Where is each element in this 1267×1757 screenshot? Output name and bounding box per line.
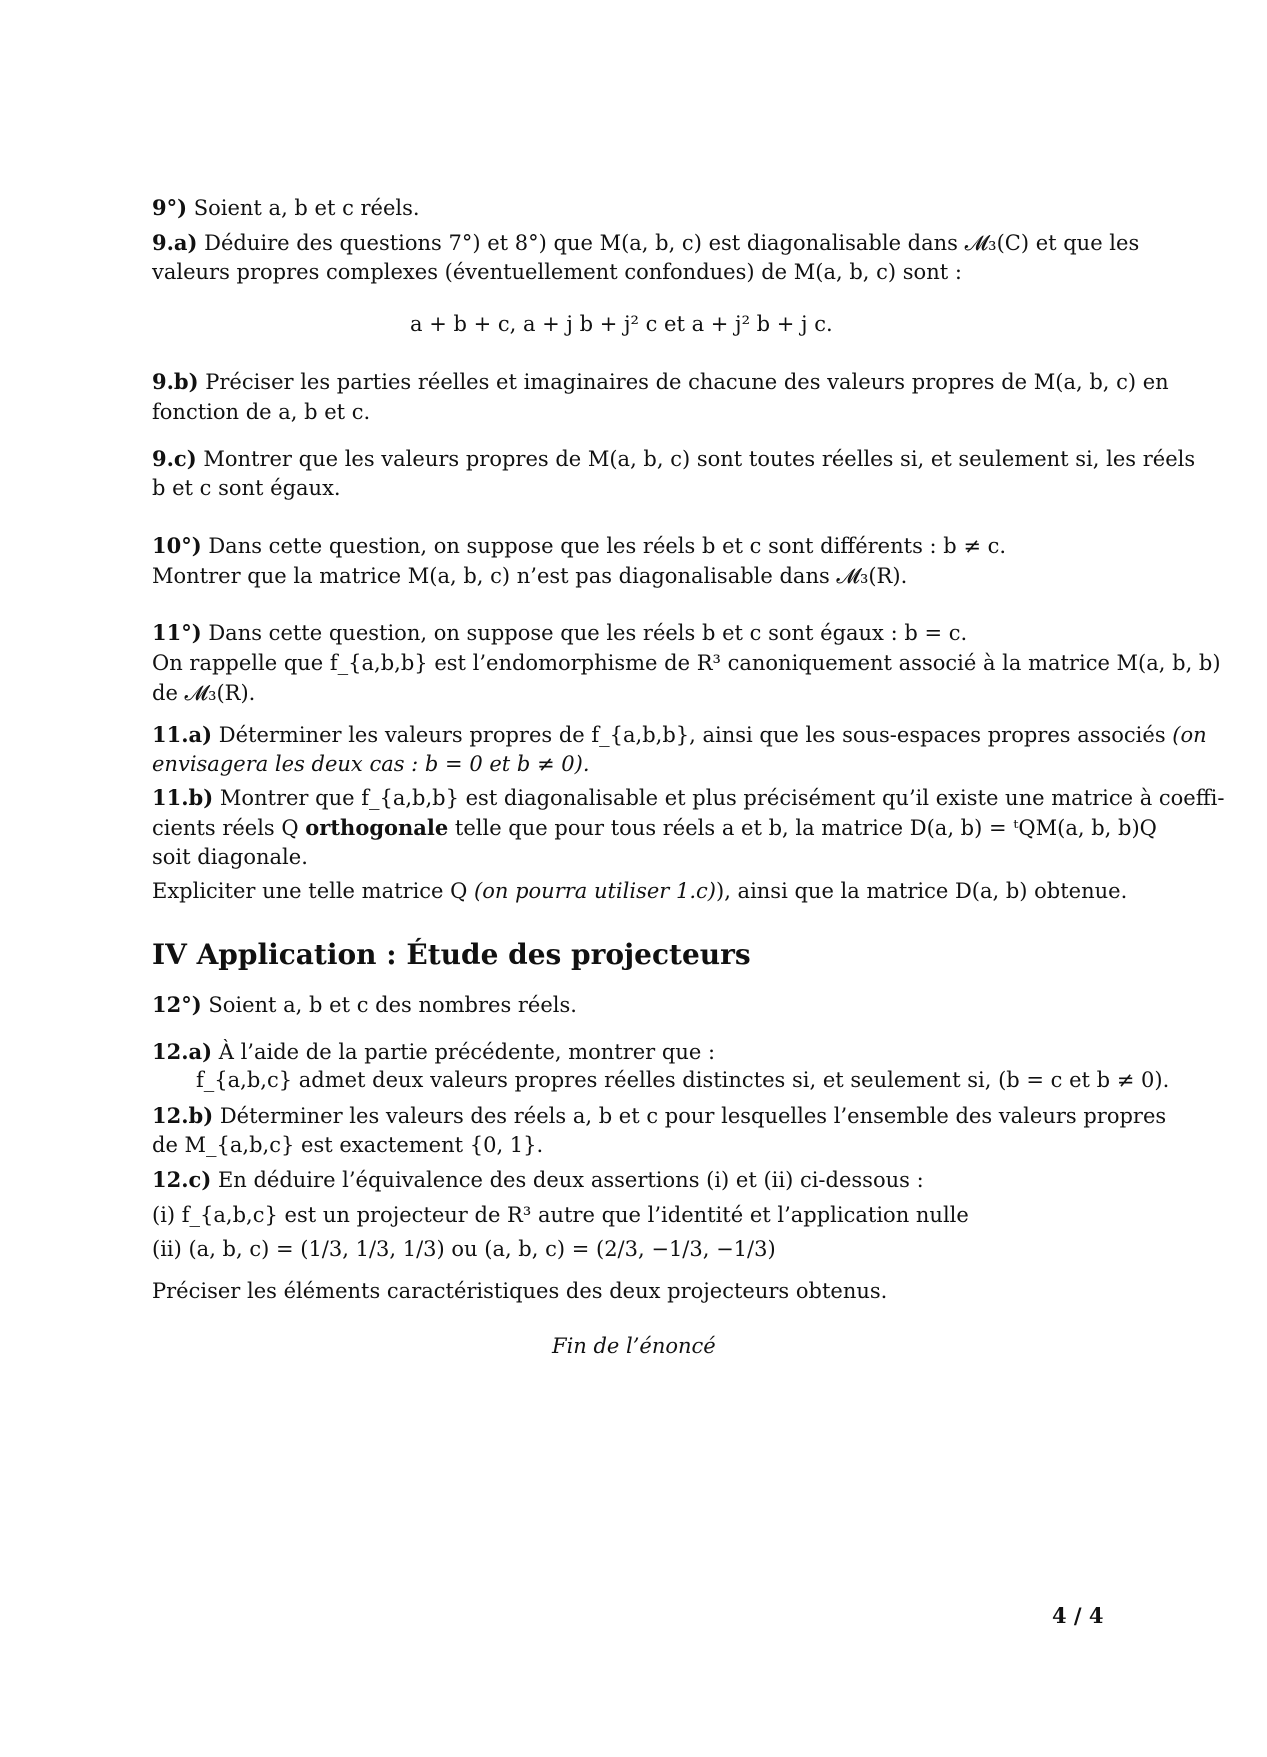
page-number: 4 / 4 xyxy=(1052,1603,1104,1628)
question-12a-label: 12.a) xyxy=(152,1039,213,1064)
question-9c-line-2: b et c sont égaux. xyxy=(152,476,341,500)
question-11-line-1 xyxy=(152,620,967,646)
question-11a-label: 11.a) xyxy=(152,722,213,747)
question-12a-text: À l’aide de la partie précédente, montrer que : xyxy=(212,1040,716,1064)
question-9c-text: Montrer que les valeurs propres de M(a, b, c) sont toutes réelles si, et seulement si, les réels xyxy=(196,447,1196,471)
question-11b-text-pre: cients réels Q xyxy=(152,816,306,840)
question-11b-orthogonale: orthogonale xyxy=(305,815,449,840)
question-11a-line-1 xyxy=(152,722,1207,748)
question-11-line-2: On rappelle que f_{a,b,b} est l’endomorphisme de R³ canoniquement associé à la matrice M(a, b, b) xyxy=(152,651,1221,675)
question-12c-label: 12.c) xyxy=(152,1167,212,1192)
question-10-line-2: Montrer que la matrice M(a, b, c) n’est pas diagonalisable dans 𝓜₃(R). xyxy=(152,564,908,588)
question-12b-line-1 xyxy=(152,1103,1166,1129)
question-11b-expl-hint: (on pourra utiliser 1.c) xyxy=(474,879,716,903)
question-12b-text: Déterminer les valeurs des réels a, b et c pour lesquelles l’ensemble des valeurs propres xyxy=(213,1104,1167,1128)
question-9a-label: 9.a) xyxy=(152,230,198,255)
question-11-label: 11°) xyxy=(152,620,202,645)
question-9c-label: 9.c) xyxy=(152,446,197,471)
assertion-i: (i) f_{a,b,c} est un projecteur de R³ autre que l’identité et l’application nulle xyxy=(152,1203,969,1227)
question-9-intro xyxy=(152,195,420,221)
question-9a-line-1 xyxy=(152,230,1139,256)
question-12-label: 12°) xyxy=(152,992,202,1017)
end-of-statement: Fin de l’énoncé xyxy=(552,1334,716,1358)
question-9b-label: 9.b) xyxy=(152,369,199,394)
eigenvalues-formula: a + b + c, a + j b + j² c et a + j² b + j c. xyxy=(410,312,833,336)
question-12b-line-2: de M_{a,b,c} est exactement {0, 1}. xyxy=(152,1133,544,1157)
question-11b-text: Montrer que f_{a,b,b} est diagonalisable et plus précisément qu’il existe une matrice à coeffi- xyxy=(213,786,1225,810)
question-11b-line-3: soit diagonale. xyxy=(152,845,308,869)
question-10-label: 10°) xyxy=(152,533,202,558)
question-11b-expl-post: ), ainsi que la matrice D(a, b) obtenue. xyxy=(716,879,1128,903)
question-9b-text: Préciser les parties réelles et imaginaires de chacune des valeurs propres de M(a, b, c) en xyxy=(198,370,1169,394)
question-9a-line-2: valeurs propres complexes (éventuellement confondues) de M(a, b, c) sont : xyxy=(152,260,962,284)
question-9-label: 9°) xyxy=(152,195,188,220)
question-11b-expl-pre: Expliciter une telle matrice Q xyxy=(152,879,475,903)
question-12-intro xyxy=(152,992,577,1018)
question-11b-line-1 xyxy=(152,785,1224,811)
question-12-conclusion: Préciser les éléments caractéristiques des deux projecteurs obtenus. xyxy=(152,1279,888,1303)
question-11b-label: 11.b) xyxy=(152,785,214,810)
question-11a-hint: (on xyxy=(1172,723,1207,747)
question-11b-line-2 xyxy=(152,815,1157,841)
question-11a-text: Déterminer les valeurs propres de f_{a,b,b}, ainsi que les sous-espaces propres associés xyxy=(212,723,1173,747)
question-10-line-1 xyxy=(152,533,1006,559)
question-12b-label: 12.b) xyxy=(152,1103,214,1128)
question-12c-line-1 xyxy=(152,1167,924,1193)
section-heading: IV Application : Étude des projecteurs xyxy=(152,938,751,971)
question-12a-line-2: f_{a,b,c} admet deux valeurs propres réelles distinctes si, et seulement si, (b = c et b ≠ 0). xyxy=(196,1068,1170,1092)
question-12-text: Soient a, b et c des nombres réels. xyxy=(201,993,577,1017)
question-9b-line-2: fonction de a, b et c. xyxy=(152,400,371,424)
question-9b-line-1 xyxy=(152,369,1169,395)
assertion-ii: (ii) (a, b, c) = (1/3, 1/3, 1/3) ou (a, b, c) = (2/3, −1/3, −1/3) xyxy=(152,1237,776,1261)
question-9-text: Soient a, b et c réels. xyxy=(187,196,420,220)
question-10-text: Dans cette question, on suppose que les réels b et c sont différents : b ≠ c. xyxy=(201,534,1007,558)
question-11b-text-post: telle que pour tous réels a et b, la matrice D(a, b) = ᵗQM(a, b, b)Q xyxy=(448,816,1157,840)
question-12c-text: En déduire l’équivalence des deux assertions (i) et (ii) ci-dessous : xyxy=(211,1168,924,1192)
question-11-line-3: de 𝓜₃(R). xyxy=(152,681,256,705)
question-9c-line-1 xyxy=(152,446,1195,472)
question-12a-line-1 xyxy=(152,1039,715,1065)
question-11b-line-4 xyxy=(152,878,1127,904)
question-11a-line-2: envisagera les deux cas : b = 0 et b ≠ 0). xyxy=(152,752,590,776)
question-9a-text: Déduire des questions 7°) et 8°) que M(a, b, c) est diagonalisable dans 𝓜₃(C) et que les xyxy=(197,231,1140,255)
question-11-text: Dans cette question, on suppose que les réels b et c sont égaux : b = c. xyxy=(201,621,968,645)
